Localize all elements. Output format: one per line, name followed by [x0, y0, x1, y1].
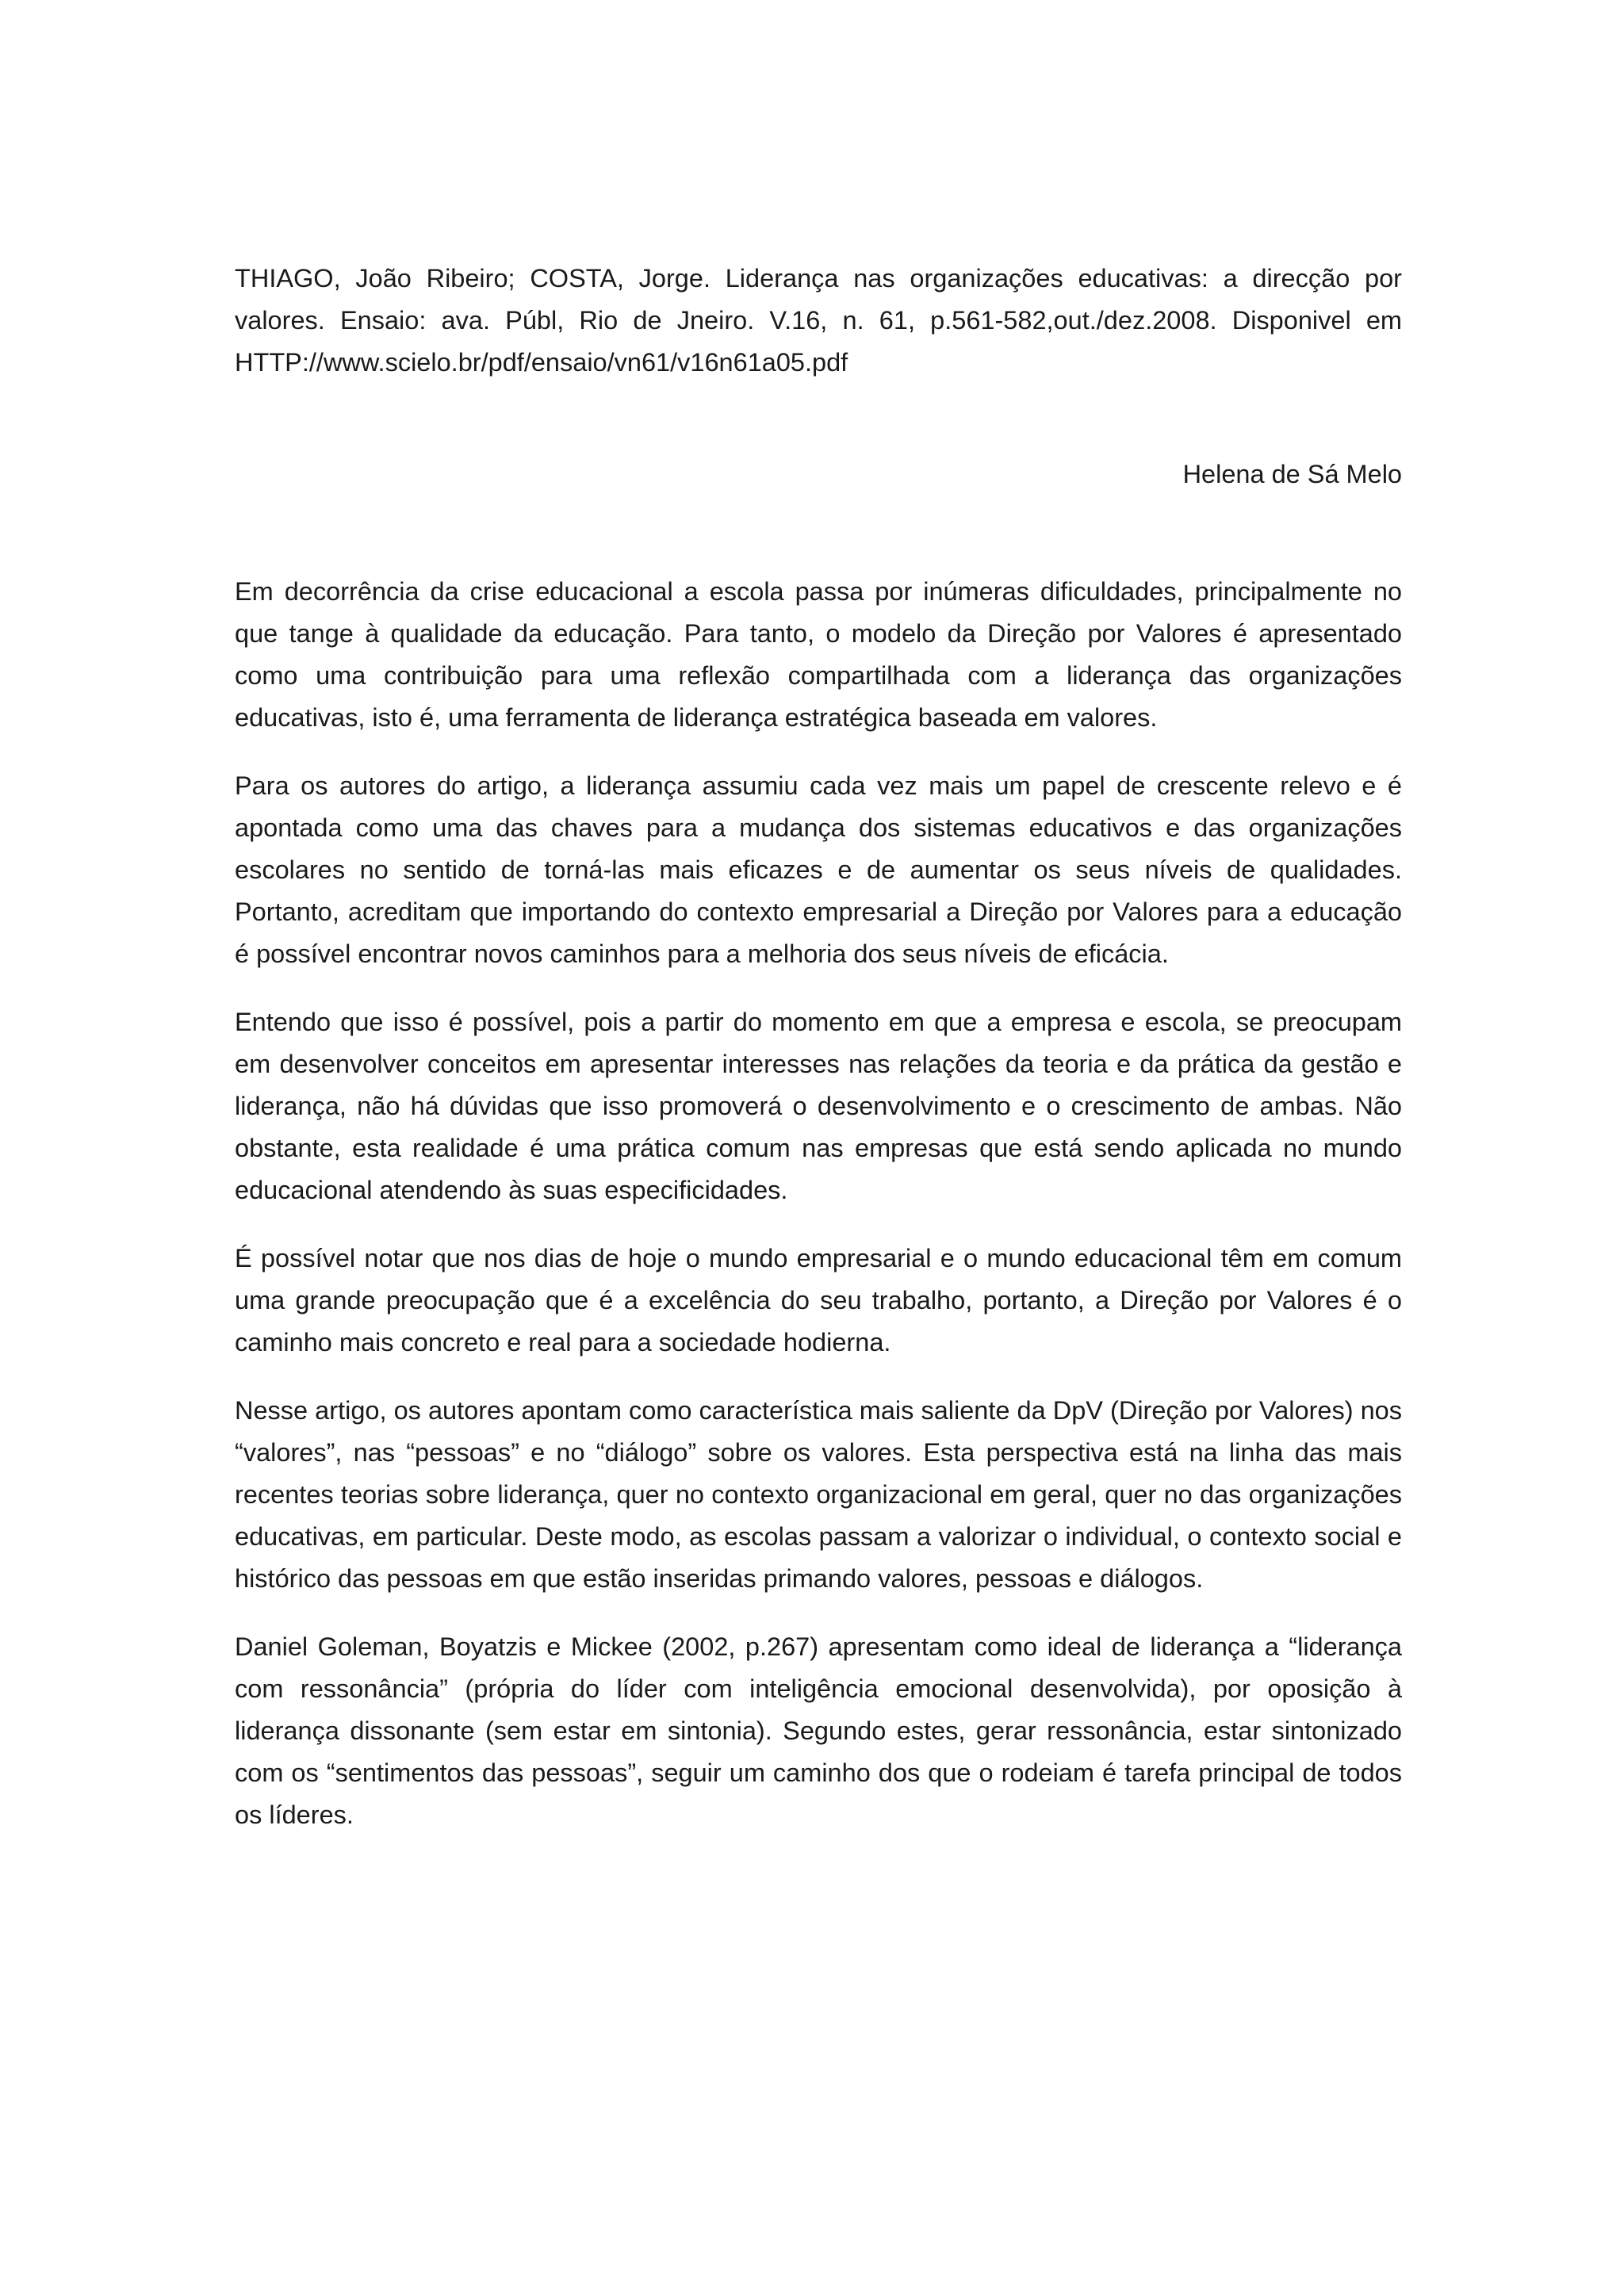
bibliographic-reference: THIAGO, João Ribeiro; COSTA, Jorge. Liderança nas organizações educativas: a direcção por valores. Ensaio: ava. Públ, Rio de Jneiro. V.16, n. 61, p.561-582,out./dez.2008. Disponivel em HTTP://www.scielo.br/pdf/ensaio/vn61/v16n61a05.pdf [235, 264, 1402, 377]
body-paragraph: Em decorrência da crise educacional a escola passa por inúmeras dificuldades, principalmente no que tange à qualidade da educação. Para tanto, o modelo da Direção por Valores é apresentado como uma contribuição para uma reflexão compartilhada com a liderança das organizações educativas, isto é, uma ferramenta de liderança estratégica baseada em valores. [235, 577, 1402, 732]
body-paragraph: Daniel Goleman, Boyatzis e Mickee (2002, p.267) apresentam como ideal de liderança a “liderança com ressonância” (própria do líder com inteligência emocional desenvolvida), por oposição à liderança dissonante (sem estar em sintonia). Segundo estes, gerar ressonância, estar sintonizado com os “sentimentos das pessoas”, seguir um caminho dos que o rodeiam é tarefa principal de todos os líderes. [235, 1632, 1402, 1829]
body-paragraph: Entendo que isso é possível, pois a partir do momento em que a empresa e escola, se preocupam em desenvolver conceitos em apresentar interesses nas relações da teoria e da prática da gestão e liderança, não há dúvidas que isso promoverá o desenvolvimento e o crescimento de ambas. Não obstante, esta realidade é uma prática comum nas empresas que está sendo aplicada no mundo educacional atendendo às suas especificidades. [235, 1008, 1402, 1204]
body-paragraph: É possível notar que nos dias de hoje o mundo empresarial e o mundo educacional têm em comum uma grande preocupação que é a excelência do seu trabalho, portanto, a Direção por Valores é o caminho mais concreto e real para a sociedade hodierna. [235, 1244, 1402, 1357]
document-content [235, 258, 1402, 1862]
body-paragraph: Para os autores do artigo, a liderança assumiu cada vez mais um papel de crescente relevo e é apontada como uma das chaves para a mudança dos sistemas educativos e das organizações escolares no sentido de torná-las mais eficazes e de aumentar os seus níveis de qualidades. Portanto, acreditam que importando do contexto empresarial a Direção por Valores para a educação é possível encontrar novos caminhos para a melhoria dos seus níveis de eficácia. [235, 771, 1402, 968]
body-paragraph: Nesse artigo, os autores apontam como característica mais saliente da DpV (Direção por Valores) nos “valores”, nas “pessoas” e no “diálogo” sobre os valores. Esta perspectiva está na linha das mais recentes teorias sobre liderança, quer no contexto organizacional em geral, quer no das organizações educativas, em particular. Deste modo, as escolas passam a valorizar o individual, o contexto social e histórico das pessoas em que estão inseridas primando valores, pessoas e diálogos. [235, 1396, 1402, 1593]
review-body [235, 571, 1402, 1836]
review-author: Helena de Sá Melo [1182, 460, 1402, 488]
